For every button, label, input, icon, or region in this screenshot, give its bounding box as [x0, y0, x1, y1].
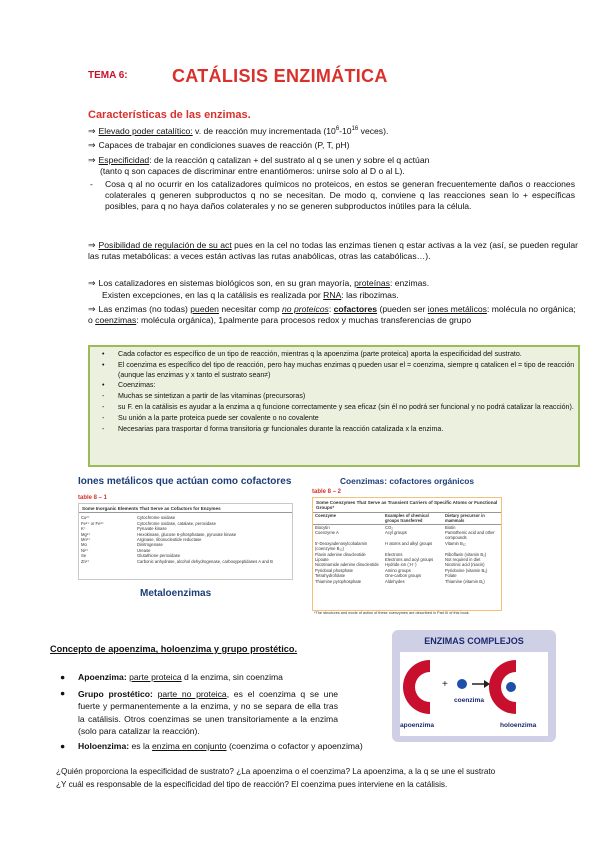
diagram-title: ENZIMAS COMPLEJOS — [424, 636, 524, 646]
coenzymes-rows — [313, 512, 501, 584]
page-title: CATÁLISIS ENZIMÁTICA — [172, 66, 388, 86]
bullet-marker: ● — [60, 672, 66, 682]
bullet-marker: ● — [60, 741, 66, 751]
apoenzyme-label: apoenzima — [400, 722, 435, 729]
holoenzyme-coenzyme-dot — [506, 682, 516, 692]
cofactors-info: ⇒ Las enzimas (no todas) pueden necesitar comp no proteicos: cofactores (pueden ser iones metálicos: molécula no orgánica; o coenzimas: molécula orgánica), 1palmente para procesos redox y muchas transferencias de grupo — [88, 304, 576, 326]
arrow-icon: ⇒ — [88, 240, 96, 250]
table-row: 5'-Deoxyadenosylcobalamin (coenzyme B₁₂) H atoms and alkyl groups Vitamin B₁₂ — [315, 540, 466, 552]
table-title: Some Coenzymes That Serve as Transient Carriers of Specific Atoms or Functional Groups* — [316, 500, 498, 511]
metal-ions-rows — [79, 515, 292, 564]
coenzymes-table — [312, 497, 502, 611]
question-substrate-specificity: ¿Quién proporciona la especificidad de sustrato? ¿La apoenzima o el coenzima? La apoenzima, a la q se une el sustrato — [56, 767, 496, 776]
section-heading-characteristics: Características de las enzimas. — [88, 109, 251, 121]
coenzymes-caption: Coenzimas: cofactores orgánicos — [340, 476, 475, 486]
topic-label: TEMA 6: — [88, 70, 128, 81]
specificity-detail: (tanto q son capaces de discriminar entre enantiómeros: unirse solo al D o al L). — [100, 166, 405, 176]
plus-sign: + — [442, 679, 448, 690]
note-item: - Necesarias para trasportar d forma transitoria gr funcionales durante la reacción catalizada x la enzima. — [102, 424, 444, 433]
complex-enzymes-diagram — [392, 630, 556, 742]
dash-marker: - — [90, 179, 93, 189]
characteristic-specificity: ⇒ Especificidad: de la reacción q catalizan + del sustrato al q se unen y sobre el q actúan — [88, 155, 430, 165]
ribozymes-exception: Existen excepciones, en las q la catálisis es realizada por RNA: las ribozimas. — [102, 290, 399, 300]
definition-apoenzyme: Apoenzima: parte proteica d la enzima, sin coenzima — [78, 672, 283, 682]
note-item: - Su unión a la parte proteica puede ser covalente o no covalente — [102, 413, 319, 422]
question-reaction-specificity: ¿Y cuál es responsable de la especificidad del tipo de reacción? El coenzima pues interviene en la catálisis. — [56, 780, 448, 789]
section-heading-apoenzyme: Concepto de apoenzima, holoenzima y grupo prostético. — [50, 644, 298, 654]
arrow-icon: ⇒ — [88, 304, 96, 314]
table-title: Some Inorganic Elements That Serve as Cofactors for Enzymes — [79, 504, 292, 513]
note-item: - Muchas se sintetizan a partir de las vitaminas (precursoras) — [102, 392, 306, 401]
definition-holoenzyme: Holoenzima: es la enzima en conjunto (coenzima o cofactor y apoenzima) — [78, 741, 363, 751]
table-row: Mn²⁺ Arginase, ribonucleotide reductase — [81, 537, 202, 543]
catalysts-proteins: ⇒ Los catalizadores en sistemas biológicos son, en su gran mayoría, proteínas: enzimas. — [88, 278, 430, 288]
table-row: Mo Dinitrogenase — [81, 542, 163, 548]
table-row: Mg²⁺ Hexokinase, glucose 6-phosphatase, pyruvate kinase — [81, 531, 237, 537]
definition-prosthetic-group: Grupo prostético: parte no proteica, es el coenzima q se une fuerte y permanentemente a la enzima, y no se separa de ella tras la catálisis. Otros coenzimas se unen transitoriamente a la enzima (solo para catalizar la reacción). — [78, 689, 339, 737]
coenzyme-label: coenzima — [454, 697, 485, 704]
note-item: • Coenzimas: — [102, 381, 156, 390]
holoenzyme-label: holoenzima — [500, 722, 537, 729]
table-row: Pyridoxal phosphate Amino groups Pyridoxine (vitamin B₆) — [315, 567, 488, 573]
table-header-row: Coenzyme Examples of chemical groups transferred Dietary precursor in mammals — [313, 512, 501, 524]
table-8-2-label: table 8 – 2 — [312, 489, 342, 495]
characteristic-catalytic-power: ⇒ Elevado poder catalítico: v. de reacción muy incrementada ($10^6-10^{16}$ veces). — [88, 125, 389, 136]
table-row: Nicotinamide adenine dinucleotide Hydride ion (:H⁻) Nicotinic acid (niacin) — [315, 562, 485, 568]
apoenzyme-shape — [403, 660, 430, 714]
table-row: Tetrahydrofolate One-carbon groups Folate — [315, 573, 457, 579]
table-row: K⁺ Pyruvate kinase — [81, 526, 167, 532]
specificity-explanation: Cosa q al no ocurrir en los catalizadores químicos no proteicos, en estos se generan frecuentemente daños o reacciones colaterales q generen subproductos q no se necesitan. De modo q, conviene q las reacciones sean lo + específicas posibles, para q no haya daños colaterales y no se generen subproductos inútiles para la célula. — [105, 179, 575, 212]
table-row: Cu²⁺ Cytochrome oxidase — [81, 515, 176, 521]
coenzyme-dot — [457, 679, 467, 689]
table-row: Zn²⁺ Carbonic anhydrase, alcohol dehydrogenase, carboxypeptidases A and B — [81, 558, 273, 564]
table-row: Flavin adenine dinucleotide Electrons Riboflavin (vitamin B₂) — [315, 551, 487, 557]
table-8-1-label: table 8 – 1 — [78, 495, 108, 501]
note-item: - su F. en la catálisis es ayudar a la enzima a q funcione correctamente y sea eficaz (sin él no podrá ser funcional y no podrá catalizar la reacción). — [102, 402, 574, 411]
metal-ions-caption: Iones metálicos que actúan como cofactores — [78, 476, 292, 487]
arrow-icon: ⇒ — [88, 155, 96, 165]
characteristic-regulation: ⇒ Posibilidad de regulación de su act pues en la cel no todas las enzimas tienen q estar activas a la vez (así, se pueden regular las rutas metabólicas: a veces están activas las rutas anabólicas, otras las catabólicas…). — [88, 240, 578, 262]
table-row: Coenzyme A Acyl groups Pantothenic acid and other compounds — [315, 530, 495, 541]
bullet-marker: ● — [60, 688, 66, 698]
table-row: Lipoate Electrons and acyl groups Not required in diet — [315, 557, 481, 563]
table-row: Se Glutathione peroxidase — [81, 553, 181, 559]
metal-ions-table — [78, 503, 293, 580]
arrow-icon: ⇒ — [88, 125, 96, 136]
arrow-icon: ⇒ — [88, 140, 96, 150]
metalloenzymes-label: Metaloenzimas — [140, 588, 212, 599]
note-item: • El coenzima es específico del tipo de reacción, pero hay muchas enzimas q pueden usar el = coenzima, siempre q catalicen el = tipo de reacción (aunque las enzimas y x tanto el sustrato sean≠) — [102, 360, 575, 379]
diagram-canvas — [400, 652, 548, 736]
arrow-icon: ⇒ — [88, 278, 96, 288]
table-row: Fe²⁺ or Fe³⁺ Cytochrome oxidase, catalase, peroxidase — [81, 520, 216, 526]
characteristic-mild-conditions: ⇒ Capaces de trabajar en condiciones suaves de reacción (P, T, pH) — [88, 140, 350, 150]
table-row: Biocytin CO₂ Biotin — [315, 524, 456, 530]
cofactor-notes-box — [88, 345, 580, 467]
note-item: • Cada cofactor es específico de un tipo de reacción, mientras q la apoenzima (parte proteica) aporta la especificidad del sustrato. — [102, 350, 522, 358]
table-row: Thiamine pyrophosphate Aldehydes Thiamine (vitamin B₁) — [315, 578, 485, 584]
table-footnote: *The structures and mode of action of these coenzymes are described in Part III of this book. — [314, 611, 470, 615]
table-row: Ni²⁺ Urease — [81, 547, 151, 553]
